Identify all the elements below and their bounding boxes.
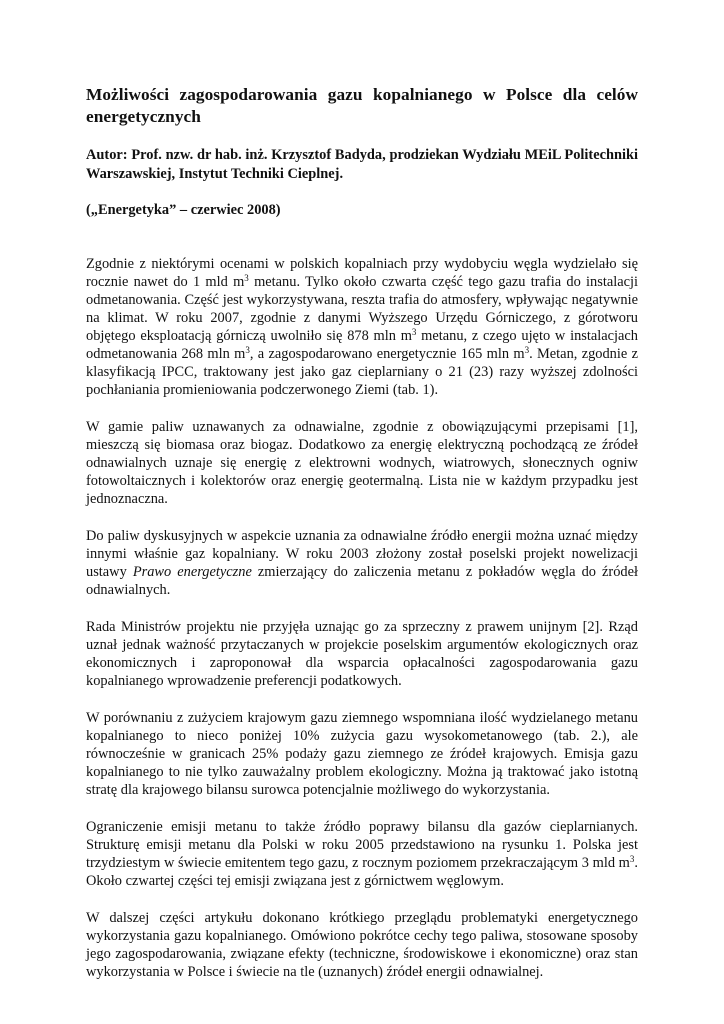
paragraph-4: Rada Ministrów projektu nie przyjęła uznając go za sprzeczny z prawem unijnym [2]. Rząd uznał jednak ważność przytaczanych w projekcie poselskim argumentów ekologicznych oraz ekonomicznych i zaproponował dla wsparcia opłacalności zagospodarowania gazu kopalnianego wprowadzenie preferencji podatkowych. [86, 619, 638, 689]
paragraph-1: Zgodnie z niektórymi ocenami w polskich kopalniach przy wydobyciu węgla wydzielało się rocznie nawet do 1 mld $m^3$ metanu. Tylko około czwarta część tego gazu trafia do instalacji odmetanowania. Część jest wykorzystywana, reszta trafia do atmosfery, wpływając negatywnie na klimat. W roku 2007, zgodnie z danymi Wyższego Urzędu Górniczego, z górotworu objętego eksploatacją górniczą uwolniło się 878 mln $m^3$ metanu, z czego ujęto w instalacjach odmetanowania 268 mln $m^3$, a zagospodarowano energetycznie 165 mln $m^3$. Metan, zgodnie z klasyfikacją IPCC, traktowany jest jako gaz cieplarniany o 21 (23) razy wyższej zdolności pochłaniania promieniowania podczerwonego Ziemi (tab. 1). [86, 256, 638, 398]
paragraph-6: Ograniczenie emisji metanu to także źródło poprawy bilansu dla gazów cieplarnianych. Strukturę emisji metanu dla Polski w roku 2005 przedstawiono na rysunku 1. Polska jest trzydziestym w świecie emitentem tego gazu, z rocznym poziomem przekraczającym 3 mld $m^3$. Około czwartej części tej emisji związana jest z górnictwem węglowym. [86, 819, 638, 889]
law-title: Prawo energetyczne [132, 564, 252, 580]
paragraph-3: Do paliw dyskusyjnych w aspekcie uznania za odnawialne źródło energii można uznać między innymi właśnie gaz kopalniany. W roku 2003 złożony został poselski projekt nowelizacji ustawy Prawo energetyczne zmierzający do zaliczenia metanu z pokładów węgla do źródeł odnawialnych. [86, 528, 638, 598]
article-body [86, 84, 638, 981]
paragraph-5: W porównaniu z zużyciem krajowym gazu ziemnego wspomniana ilość wydzielanego metanu kopalnianego to nieco poniżej 10% zużycia gazu wysokometanowego (tab. 2.), ale równocześnie w granicach 25% podaży gazu ziemnego ze źródeł krajowych. Emisja gazu kopalnianego to nie tylko zauważalny problem ekologiczny. Można ją traktować jako istotną stratę dla krajowego bilansu surowca potencjalnie możliwego do wykorzystania. [86, 710, 638, 798]
article-author: Autor: Prof. nzw. dr hab. inż. Krzysztof Badyda, prodziekan Wydziału MEiL Politechniki Warszawskiej, Instytut Techniki Cieplnej. [86, 147, 638, 182]
paragraph-7: W dalszej części artykułu dokonano krótkiego przeglądu problematyki energetycznego wykorzystania gazu kopalnianego. Omówiono pokrótce cechy tego paliwa, stosowane sposoby jego zagospodarowania, związane efekty (techniczne, środowiskowe i ekonomiczne) oraz stan wykorzystania w Polsce i świecie na tle (uznanych) źródeł energii odnawialnej. [86, 910, 638, 980]
article-source: („Energetyka” – czerwiec 2008) [86, 202, 281, 218]
paragraph-2: W gamie paliw uznawanych za odnawialne, zgodnie z obowiązującymi przepisami [1], mieszczą się biomasa oraz biogaz. Dodatkowo za energię elektryczną pochodzącą ze źródeł odnawialnych uznaje się energię z elektrowni wodnych, wiatrowych, słonecznych ogniw fotowoltaicznych i kolektorów oraz energię geotermalną. Lista nie w każdym przypadku jest jednoznaczna. [86, 419, 638, 507]
article-title: Możliwości zagospodarowania gazu kopalnianego w Polsce dla celów energetycznych [86, 85, 638, 126]
